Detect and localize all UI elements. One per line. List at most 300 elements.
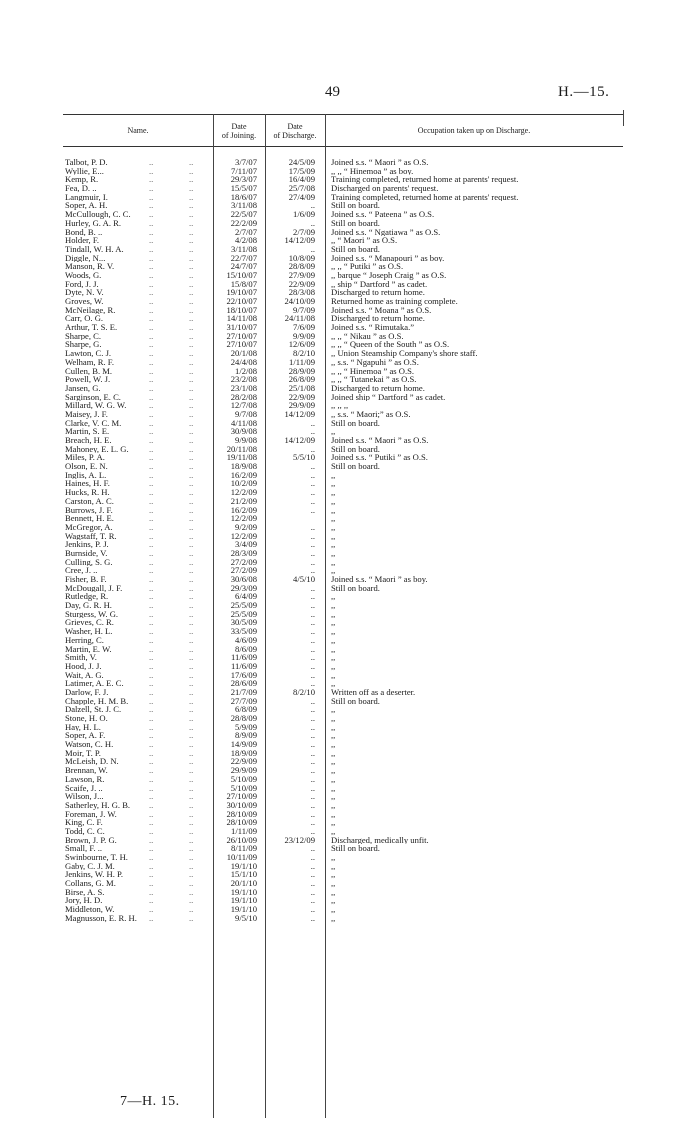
cell-date-joining: 25/5/09 — [230, 600, 257, 611]
cell-name: Watson, C. H. — [65, 740, 114, 749]
cell-date-joining: 19/1/10 — [230, 895, 257, 906]
cell-date-discharge: .. — [310, 443, 315, 454]
cell-name: Stone, H. O. — [65, 714, 108, 723]
cell-name: Wyllie, E... — [65, 166, 104, 176]
cell-date-joining: 17/6/09 — [230, 669, 257, 680]
cell-date-joining: 22/2/09 — [230, 217, 257, 228]
cell-occupation: Discharged to return home. — [331, 314, 425, 324]
cell-date-discharge: .. — [310, 200, 315, 211]
cell-name: Miles, P. A. — [65, 453, 105, 463]
cell-occupation: ,, — [331, 505, 336, 515]
cell-occupation: ,, — [331, 479, 336, 489]
cell-date-discharge: .. — [310, 582, 315, 593]
cell-date-joining: 3/4/09 — [235, 539, 257, 550]
cell-date-joining: 15/8/07 — [230, 278, 257, 289]
cell-date-discharge: .. — [310, 895, 315, 906]
cell-occupation: ,, — [331, 566, 336, 575]
cell-occupation: Still on board. — [331, 583, 380, 593]
cell-date-discharge: .. — [310, 678, 315, 689]
cell-occupation: ,, — [331, 861, 336, 871]
header-name: Name. — [127, 126, 149, 135]
footer-reference: 7—H. 15. — [120, 1094, 180, 1109]
cell-date-joining: 19/11/08 — [226, 452, 257, 463]
cell-name: Dyte, N. V. — [65, 288, 104, 297]
cell-date-joining: 5/9/09 — [235, 721, 257, 732]
cell-name: Hay, H. L. — [65, 722, 101, 732]
cell-name: Arthur, T. S. E. — [65, 323, 118, 332]
cell-date-joining: 29/3/07 — [230, 174, 257, 185]
cell-name: Lawson, R. — [65, 774, 105, 784]
cell-name: Powell, W. J. — [65, 375, 111, 384]
cell-name: Small, F. .. — [65, 844, 103, 853]
cell-name: Rutledge, R. — [65, 592, 109, 602]
cell-date-discharge: .. — [310, 886, 315, 897]
cell-date-joining: 6/8/09 — [235, 704, 257, 715]
cell-occupation: ,, — [331, 557, 336, 567]
cell-occupation: Joined s.s. “ Manapouri ” as boy. — [331, 253, 445, 263]
cell-date-joining: 22/7/07 — [230, 252, 257, 263]
cell-date-discharge: .. — [310, 825, 315, 836]
cell-date-discharge: .. — [310, 547, 315, 558]
cell-name: Wait, A. G. — [65, 670, 104, 680]
cell-date-discharge: .. — [310, 600, 315, 611]
cell-date-discharge: .. — [310, 756, 315, 767]
cell-date-discharge: .. — [310, 643, 315, 654]
cell-name: Carr, O. G. — [65, 314, 104, 324]
cell-date-joining: 30/9/08 — [230, 426, 257, 437]
cell-date-joining: 9/9/08 — [235, 435, 257, 445]
cell-occupation: ,, — [331, 635, 336, 645]
cell-date-discharge: .. — [310, 695, 315, 706]
cadets-table — [63, 114, 623, 1128]
cell-date-discharge: .. — [310, 817, 315, 828]
cell-name: Talbot, P. D. — [65, 158, 108, 167]
cell-occupation: Discharged, medically unfit. — [331, 835, 429, 845]
cell-date-joining: 30/6/08 — [230, 574, 257, 584]
cell-occupation: ,, ,, ,, — [331, 401, 349, 410]
cell-date-discharge: 17/5/09 — [288, 165, 315, 176]
cell-name: Burrows, J. F. — [65, 505, 113, 515]
cell-date-joining: 28/10/09 — [226, 817, 257, 828]
cell-name: Jenkins, P. J. — [65, 540, 109, 549]
cell-name: Martin, E. W. — [65, 644, 112, 654]
cell-name: Bennett, H. E. — [65, 514, 114, 523]
cell-occupation: ,, — [331, 653, 336, 662]
cell-occupation: ,, — [331, 748, 336, 758]
cell-date-discharge: .. — [310, 660, 315, 671]
cell-date-discharge: .. — [310, 852, 315, 862]
cell-occupation: Training completed, returned home at parents' request. — [331, 192, 519, 202]
cell-name: Jenkins, W. H. P. — [65, 870, 124, 880]
cell-occupation: Still on board. — [331, 201, 380, 211]
cell-occupation: Still on board. — [331, 844, 380, 853]
cell-date-discharge: .. — [310, 869, 315, 880]
cell-name: Maisey, J. F. — [65, 409, 108, 419]
cell-occupation: ,, — [331, 470, 336, 480]
cell-name: Washer, H. L. — [65, 627, 113, 636]
cell-date-discharge: .. — [310, 704, 315, 715]
cell-date-joining: 29/3/09 — [230, 582, 257, 593]
cell-name: Moir, T. P. — [65, 748, 101, 758]
cell-date-joining: 15/5/07 — [230, 183, 257, 194]
cell-occupation: ,, ,, “ Tutanekai ” as O.S. — [331, 375, 417, 384]
cell-name: Wilson, J... — [65, 792, 104, 801]
cell-name: Soper, A. F. — [65, 731, 106, 741]
cell-date-joining: 4/11/08 — [231, 417, 257, 428]
cell-name: Herring, C. — [65, 635, 104, 645]
cell-occupation: ,, Union Steamship Company's shore staff. — [331, 349, 478, 358]
cell-date-joining: 22/10/07 — [226, 296, 257, 306]
cell-date-discharge: .. — [310, 721, 315, 732]
cell-name: King, C. F. — [65, 818, 103, 827]
cell-date-joining: 30/5/09 — [230, 617, 257, 628]
cell-date-joining: 3/11/08 — [231, 243, 257, 254]
cell-name: Jansen, G. — [65, 383, 101, 393]
cell-date-discharge: 22/9/09 — [288, 391, 315, 402]
cell-date-discharge: .. — [310, 713, 315, 723]
cell-occupation: ,, — [331, 783, 336, 793]
header-discharge-line2: of Discharge. — [273, 131, 317, 140]
cell-occupation: ,, “ Maori ” as O.S. — [331, 236, 398, 245]
cell-date-joining: 1/11/09 — [231, 825, 257, 836]
cell-occupation: ,, — [331, 644, 336, 654]
cell-date-joining: 31/10/07 — [226, 322, 257, 333]
cell-date-joining: 18/9/08 — [230, 461, 257, 472]
cell-date-discharge: 28/9/09 — [288, 365, 315, 376]
cell-occupation: ,, — [331, 766, 336, 775]
cell-date-joining: 21/7/09 — [230, 686, 257, 697]
cell-name: Lawton, C. J. — [65, 349, 112, 358]
cell-date-joining: 5/10/09 — [230, 782, 257, 793]
cell-date-discharge: .. — [310, 539, 315, 550]
cell-occupation: Still on board. — [331, 444, 380, 454]
cell-date-discharge: .. — [310, 912, 315, 923]
cell-occupation: ,, ,, “ Hinemoa ” as O.S. — [331, 366, 415, 376]
cell-name: McLeish, D. N. — [65, 757, 119, 767]
cell-date-joining: 10/2/09 — [230, 478, 257, 489]
cell-date-joining: 26/10/09 — [226, 834, 257, 845]
cell-occupation: ,, ,, “ Putiki ” as O.S. — [331, 262, 404, 271]
cell-date-discharge: .. — [310, 530, 315, 541]
cell-occupation: ,, — [331, 496, 336, 506]
cell-name: Tindall, W. H. A. — [65, 244, 124, 254]
table-header-rule — [63, 146, 623, 147]
cell-date-joining: 9/5/10 — [235, 912, 257, 923]
cell-occupation: Joined s.s. “ Putiki ” as O.S. — [331, 453, 428, 463]
cell-date-joining: 5/10/09 — [230, 773, 257, 784]
cell-date-joining: 28/8/09 — [230, 713, 257, 723]
cell-name: Cree, J. .. — [65, 566, 98, 575]
cell-occupation: Discharged to return home. — [331, 288, 425, 297]
cell-date-joining: 15/10/07 — [226, 269, 257, 280]
cell-date-joining: 18/9/09 — [230, 747, 257, 758]
header-tick — [623, 110, 634, 126]
cell-occupation: ,, — [331, 627, 336, 636]
cell-date-joining: 25/5/09 — [230, 608, 257, 619]
cell-name: Millard, W. G. W. — [65, 401, 127, 410]
table-top-rule — [63, 114, 623, 115]
cell-name: Olson, E. N. — [65, 462, 108, 471]
cell-occupation: ,, — [331, 879, 336, 888]
cell-date-joining: 2/7/07 — [235, 226, 257, 237]
cell-name: Sturgess, W. G. — [65, 609, 119, 619]
cell-name: Chapple, H. M. B. — [65, 696, 129, 706]
cell-date-joining: 30/10/09 — [226, 799, 257, 810]
cell-name: Fea, D. .. — [65, 184, 97, 193]
cell-occupation: ,, — [331, 661, 336, 671]
cell-occupation: ,, — [331, 514, 336, 523]
cell-date-joining: 27/10/09 — [226, 791, 257, 802]
cell-date-discharge: 14/12/09 — [284, 408, 315, 419]
cell-date-discharge: .. — [310, 747, 315, 758]
cell-name: Sharpe, C. — [65, 331, 102, 341]
cell-date-discharge: 24/5/09 — [288, 157, 315, 167]
cell-name: Bond, B. .. — [65, 227, 103, 237]
cell-date-discharge: .. — [310, 608, 315, 619]
cell-name: Breach, H. E. — [65, 436, 112, 445]
header-occupation: Occupation taken up on Discharge. — [417, 126, 531, 135]
cell-occupation: ,, barque “ Joseph Craig ” as O.S. — [331, 270, 447, 280]
cell-name: Satherley, H. G. B. — [65, 800, 131, 810]
cell-occupation: ,, — [331, 722, 336, 732]
cell-date-joining: 11/6/09 — [231, 652, 257, 663]
header-joining-line1: Date — [231, 122, 247, 131]
cell-date-joining: 28/6/09 — [230, 678, 257, 689]
cell-date-joining: 28/2/08 — [230, 391, 257, 402]
cell-occupation: ,, — [331, 818, 336, 827]
cell-date-joining: 7/11/07 — [231, 165, 257, 176]
cell-date-discharge: .. — [310, 843, 315, 854]
cell-date-joining: 14/9/09 — [230, 739, 257, 750]
cell-occupation: ,, — [331, 800, 336, 810]
cell-date-joining: 3/11/08 — [231, 200, 257, 211]
cell-name: Woods, G. — [65, 270, 102, 280]
cell-date-joining: 27/7/09 — [230, 695, 257, 706]
cell-occupation: ,, s.s. “ Ngapuhi ” as O.S. — [331, 357, 419, 367]
cell-occupation: ,, — [331, 731, 336, 741]
cell-date-discharge: 27/9/09 — [288, 269, 315, 280]
cell-date-discharge: .. — [310, 878, 315, 889]
cell-date-discharge: .. — [310, 521, 315, 532]
cell-name: Birse, A. S. — [65, 887, 105, 897]
cell-date-discharge: 23/12/09 — [284, 834, 315, 845]
cell-occupation: ,, s.s. “ Maori;” as O.S. — [331, 409, 411, 419]
cell-date-discharge: .. — [310, 591, 315, 602]
cell-date-discharge: 12/6/09 — [288, 339, 315, 350]
cell-date-joining: 10/11/09 — [226, 852, 257, 862]
cell-date-joining: 20/11/08 — [226, 443, 257, 454]
header-joining-line2: of Joining. — [221, 131, 257, 140]
cell-date-joining: 11/6/09 — [231, 660, 257, 671]
cell-date-discharge: 28/8/09 — [288, 261, 315, 272]
cell-occupation: Still on board. — [331, 462, 380, 471]
cell-date-discharge: 9/9/09 — [293, 330, 315, 341]
cell-date-discharge: 1/6/09 — [293, 209, 315, 220]
cell-occupation: Training completed, returned home at parents' request. — [331, 175, 519, 185]
cell-date-discharge: .. — [310, 426, 315, 437]
cell-date-discharge: 9/7/09 — [293, 304, 315, 315]
cell-date-discharge: 28/3/08 — [288, 287, 315, 298]
cell-date-joining: 19/10/07 — [226, 287, 257, 298]
cell-date-discharge: .. — [310, 617, 315, 628]
cell-date-joining: 20/1/10 — [230, 878, 257, 889]
cell-occupation: Joined s.s. “ Ngatiawa ” as O.S. — [331, 227, 441, 237]
cell-date-joining: 33/5/09 — [230, 626, 257, 637]
cell-date-discharge: 16/4/09 — [288, 174, 315, 185]
cell-date-discharge: .. — [310, 487, 315, 498]
cell-occupation: Still on board. — [331, 218, 380, 228]
cell-date-discharge: 14/12/09 — [284, 435, 315, 445]
cell-date-joining: 27/2/09 — [230, 565, 257, 576]
cell-name: Cullen, B. M. — [65, 366, 113, 376]
cell-occupation: ,, — [331, 913, 336, 923]
cell-name: Mahoney, E. L. G. — [65, 444, 129, 454]
cell-occupation: ,, — [331, 870, 336, 880]
cell-name: Burnside, V. — [65, 548, 108, 558]
cell-occupation: Still on board. — [331, 696, 380, 706]
cell-occupation: Joined s.s. “ Maori ” as O.S. — [331, 436, 429, 445]
cell-occupation: Joined ship “ Dartford ” as cadet. — [331, 392, 446, 402]
cell-date-discharge: 24/11/08 — [284, 313, 315, 324]
cell-name: Grieves, C. R. — [65, 618, 114, 628]
cell-name: Brennan, W. — [65, 766, 108, 775]
cell-date-discharge: .. — [310, 417, 315, 428]
cell-date-discharge: 7/6/09 — [293, 322, 315, 333]
cell-occupation: Still on board. — [331, 418, 380, 428]
cell-name: Manson, R. V. — [65, 262, 115, 271]
cell-date-joining: 27/10/07 — [226, 330, 257, 341]
cell-date-discharge: .. — [310, 799, 315, 810]
cell-name: McDougall, J. F. — [65, 583, 123, 593]
header-joining — [213, 122, 265, 140]
cell-date-discharge: .. — [310, 626, 315, 637]
cell-occupation: ,, ,, “ Hinemoa ” as boy. — [331, 166, 414, 176]
cell-name: Diggle, N... — [65, 253, 106, 263]
cell-occupation: ,, — [331, 427, 336, 436]
cell-date-discharge: 24/10/09 — [284, 296, 315, 306]
cell-name: Magnusson, E. R. H. — [65, 913, 137, 923]
cell-occupation: ,, — [331, 809, 336, 819]
cell-name: Day, G. R. H. — [65, 601, 112, 610]
cell-occupation: Joined s.s. “ Maori ” as O.S. — [331, 158, 429, 167]
cell-date-discharge: .. — [310, 739, 315, 750]
cell-occupation: ,, — [331, 740, 336, 749]
cell-name: Sharpe, G. — [65, 340, 102, 350]
cell-date-joining: 23/1/08 — [230, 382, 257, 393]
cell-occupation: ,, — [331, 609, 336, 619]
cell-name: Foreman, J. W. — [65, 809, 117, 819]
cell-date-discharge: .. — [310, 730, 315, 741]
cell-name: Darlow, F. J. — [65, 687, 109, 697]
cell-date-discharge: .. — [310, 565, 315, 576]
cell-occupation: ,, — [331, 905, 336, 914]
cell-occupation: Joined s.s. “ Moana ” as O.S. — [331, 305, 432, 315]
cell-occupation: ,, — [331, 618, 336, 628]
cell-date-discharge: .. — [310, 652, 315, 663]
cell-date-joining: 22/9/09 — [230, 756, 257, 767]
cell-occupation: ,, ship “ Dartford ” as cadet. — [331, 279, 428, 289]
header-discharge-line1: Date — [287, 122, 303, 131]
cell-date-discharge: .. — [310, 860, 315, 871]
cell-name: Hurley, G. A. R. — [65, 218, 122, 228]
cell-occupation: ,, — [331, 592, 336, 602]
cell-name: Wagstaff, T. R. — [65, 531, 117, 541]
cell-date-discharge: .. — [310, 808, 315, 819]
cell-occupation: ,, — [331, 522, 336, 532]
cell-occupation: ,, — [331, 757, 336, 767]
cell-occupation: ,, — [331, 670, 336, 680]
cell-date-discharge: 22/9/09 — [288, 278, 315, 289]
cell-name: Scaife, J. .. — [65, 783, 103, 793]
cell-occupation: ,, — [331, 679, 336, 688]
cell-occupation: ,, — [331, 792, 336, 801]
cell-name: McNeilage, R. — [65, 305, 116, 315]
cell-date-discharge: .. — [310, 634, 315, 645]
cell-date-discharge: 8/2/10 — [293, 348, 315, 359]
cell-name: Smith, V. — [65, 653, 97, 662]
cell-date-discharge: .. — [310, 495, 315, 506]
cell-date-discharge: 1/11/09 — [289, 356, 315, 367]
cell-occupation: ,, — [331, 774, 336, 784]
cell-name: McGregor, A. — [65, 522, 113, 532]
cell-name: Soper, A. H. — [65, 201, 108, 211]
table-body — [63, 158, 643, 923]
cell-date-discharge: .. — [310, 773, 315, 784]
cell-date-joining: 19/1/10 — [230, 904, 257, 915]
cell-date-joining: 28/10/09 — [226, 808, 257, 819]
cell-date-joining: 15/1/10 — [230, 869, 257, 880]
cell-date-joining: 22/5/07 — [230, 209, 257, 220]
cell-date-joining: 27/10/07 — [226, 339, 257, 350]
page-number: 49 — [325, 84, 340, 100]
cell-date-discharge: 14/12/09 — [284, 235, 315, 246]
cell-name: Swinbourne, T. H. — [65, 853, 128, 862]
cell-name: Todd, C. C. — [65, 826, 105, 836]
cell-date-discharge: .. — [310, 904, 315, 915]
cell-name: Collans, G. M. — [65, 879, 116, 888]
cell-date-discharge: .. — [310, 669, 315, 680]
cell-occupation: ,, — [331, 826, 336, 836]
cell-date-joining: 23/2/08 — [230, 374, 257, 385]
cell-occupation: ,, — [331, 488, 336, 497]
cell-date-discharge: 4/5/10 — [293, 574, 315, 584]
cell-name: Hucks, R. H. — [65, 488, 110, 497]
cell-occupation: ,, — [331, 548, 336, 558]
cell-name: Langmuir, I. — [65, 192, 108, 202]
cell-occupation: Written off as a deserter. — [331, 687, 416, 697]
cell-date-discharge: 8/2/10 — [293, 686, 315, 697]
cell-date-discharge: .. — [310, 478, 315, 489]
cell-name: Hood, J. J. — [65, 661, 102, 671]
cell-name: Inglis, A. L. — [65, 470, 107, 480]
cell-occupation: ,, — [331, 531, 336, 541]
cell-date-joining: 24/7/07 — [230, 261, 257, 272]
header-discharge — [265, 122, 325, 140]
cell-date-joining: 12/2/09 — [230, 530, 257, 541]
cell-name: Sarginson, E. C. — [65, 392, 121, 402]
cell-occupation: Discharged to return home. — [331, 383, 425, 393]
cell-date-discharge: .. — [310, 217, 315, 228]
cell-date-discharge: .. — [310, 791, 315, 802]
cell-occupation: ,, — [331, 896, 336, 906]
cell-date-joining: 28/3/09 — [230, 547, 257, 558]
cell-date-joining: 12/2/09 — [230, 487, 257, 498]
cell-date-discharge: .. — [310, 243, 315, 254]
cell-name: Brown, J. P. G. — [65, 835, 117, 845]
cell-name: Haines, H. F. — [65, 479, 110, 489]
cell-date-joining: 1/2/08 — [235, 365, 257, 376]
cell-date-discharge: .. — [310, 469, 315, 480]
